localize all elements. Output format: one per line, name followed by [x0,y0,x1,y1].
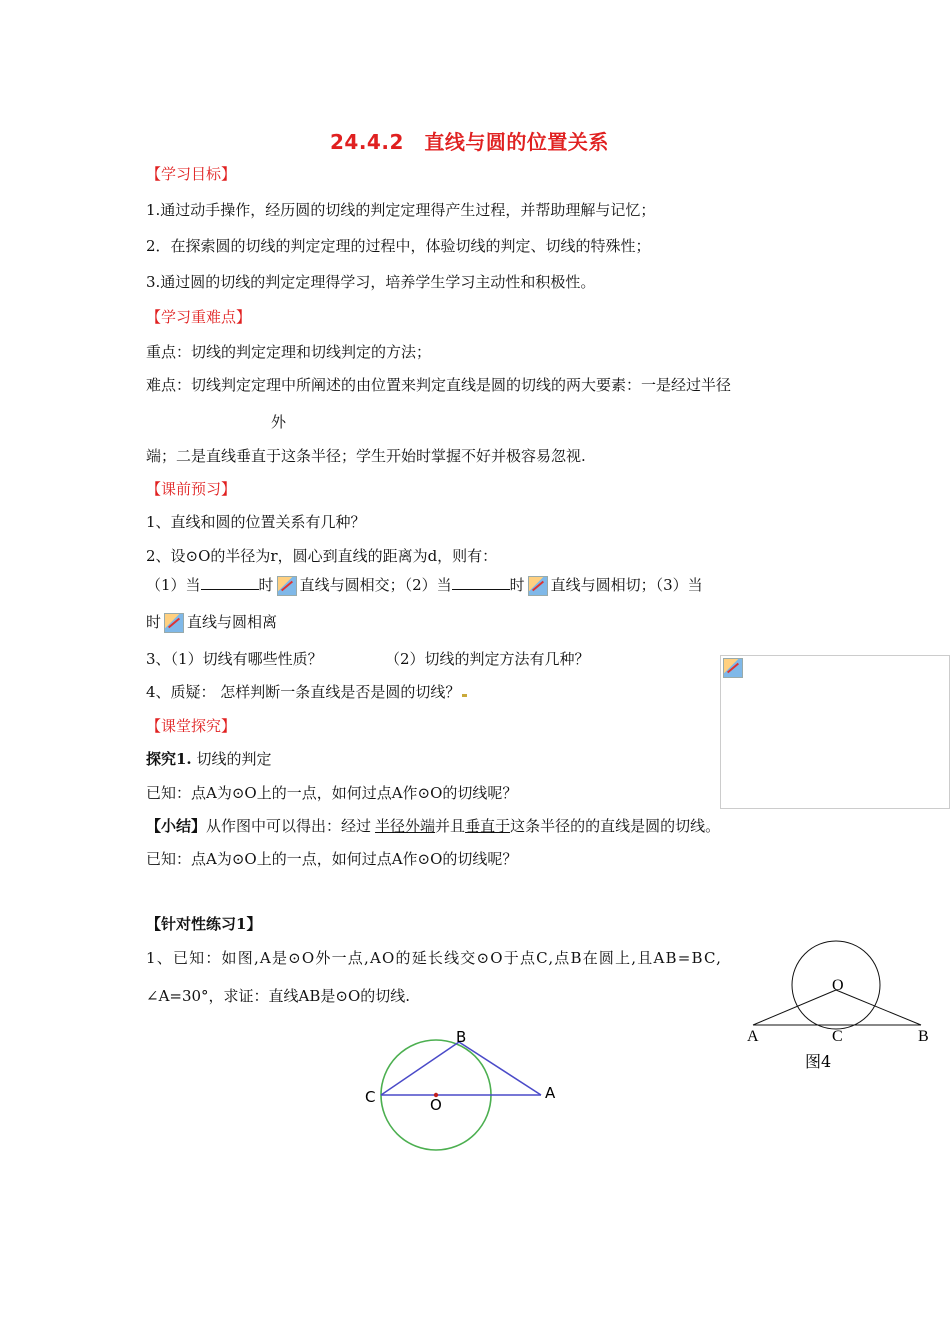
difficulty-line-3: 端；二是直线垂直于这条半径；学生开始时掌握不好并极容易忽视. [146,447,586,465]
cond-2-text: 直线与圆相切；（3）当 [550,576,703,594]
figure-4-line-oa [753,990,836,1025]
exercise-1-line-1: 1、已知：如图,A是⊙O外一点,AO的延长线交⊙O于点C,点B在圆上,且AB=BC, [146,949,723,967]
goal-1: 1.通过动手操作，经历圆的切线的判定定理得产生过程，并帮助理解与记忆； [146,201,656,219]
figure-4-label-b: B [918,1028,929,1045]
summary [146,815,720,836]
preview-heading: 【课前预习】 [146,480,237,498]
question-3b: （2）切线的判定方法有几种？ [385,650,590,668]
summary-text-1: 从作图中可以得出：经过 [206,817,372,835]
cond-2-when: 时 [509,576,525,594]
practice-heading: 【针对性练习1】 [146,915,262,933]
cond-1-prefix: （1）当 [146,576,201,594]
summary-answer-2: 垂直于 [465,817,511,835]
summary-answer-1: 半径外端 [375,817,436,835]
question-1: 1、直线和圆的位置关系有几种？ [146,513,366,531]
question-4-text: 4、质疑： 怎样判断一条直线是否是圆的切线？ [146,683,461,701]
label-c: C [365,1088,376,1106]
figure-4-label-c: C [832,1028,843,1045]
figure-4-label-o: O [832,977,844,994]
explore-label: 探究1. [146,750,192,768]
segment-cb [381,1042,459,1095]
broken-image-icon [277,576,297,596]
difficulty-line-2: 外 [271,413,287,431]
exercise-1-line-2: ∠A=30°，求证：直线AB是⊙O的切线. [146,987,411,1005]
goals-heading: 【学习目标】 [146,165,237,183]
cond-1-text: 直线与圆相交；（2）当 [299,576,452,594]
explore-1 [146,748,271,769]
difficulty-line-1: 难点：切线判定定理中所阐述的由位置来判定直线是圆的切线的两大要素：一是经过半径 [146,376,732,394]
known-2: 已知：点A为⊙O上的一点，如何过点A作⊙O的切线呢？ [146,850,518,868]
class-heading: 【课堂探究】 [146,717,237,735]
broken-image-icon [164,613,184,633]
question-2-condition-3 [146,611,277,633]
explore-text: 切线的判定 [196,750,272,768]
segment-ba [459,1042,541,1095]
figure-4-label-a: A [747,1028,759,1045]
question-2-conditions [146,574,703,596]
answer-blank-1[interactable] [201,575,259,590]
answer-blank-2[interactable] [452,575,510,590]
cond-3-text: 直线与圆相离 [187,613,278,631]
page-title: 24.4.2 直线与圆的位置关系 [330,130,609,154]
key-point: 重点：切线的判定定理和切线判定的方法； [146,343,432,361]
summary-label: 【小结】 [146,817,207,835]
broken-image-icon [528,576,548,596]
cond-1-when: 时 [258,576,274,594]
known-1: 已知：点A为⊙O上的一点，如何过点A作⊙O的切线呢？ [146,784,518,802]
image-placeholder-frame [720,655,950,809]
figure-4 [735,930,950,1080]
broken-image-icon [723,658,743,678]
question-2: 2、设⊙O的半径为r，圆心到直线的距离为d，则有： [146,547,498,565]
question-3a: 3、（1）切线有哪些性质？ [146,650,323,668]
anchor-mark-icon [462,694,467,697]
figure-4-caption: 图4 [805,1052,832,1071]
key-heading: 【学习重难点】 [146,308,252,326]
label-o: O [430,1096,442,1114]
exercise-figure [355,1028,575,1158]
goal-3: 3.通过圆的切线的判定定理得学习，培养学生学习主动性和积极性。 [146,273,596,291]
cond-3-when: 时 [146,613,162,631]
label-b: B [456,1028,467,1046]
summary-text-3: 这条半径的的直线是圆的切线。 [510,817,721,835]
goal-2: 2．在探索圆的切线的判定定理的过程中，体验切线的判定、切线的特殊性； [146,237,651,255]
question-4 [146,681,469,702]
summary-text-2: 并且 [435,817,466,835]
label-a: A [545,1084,556,1102]
